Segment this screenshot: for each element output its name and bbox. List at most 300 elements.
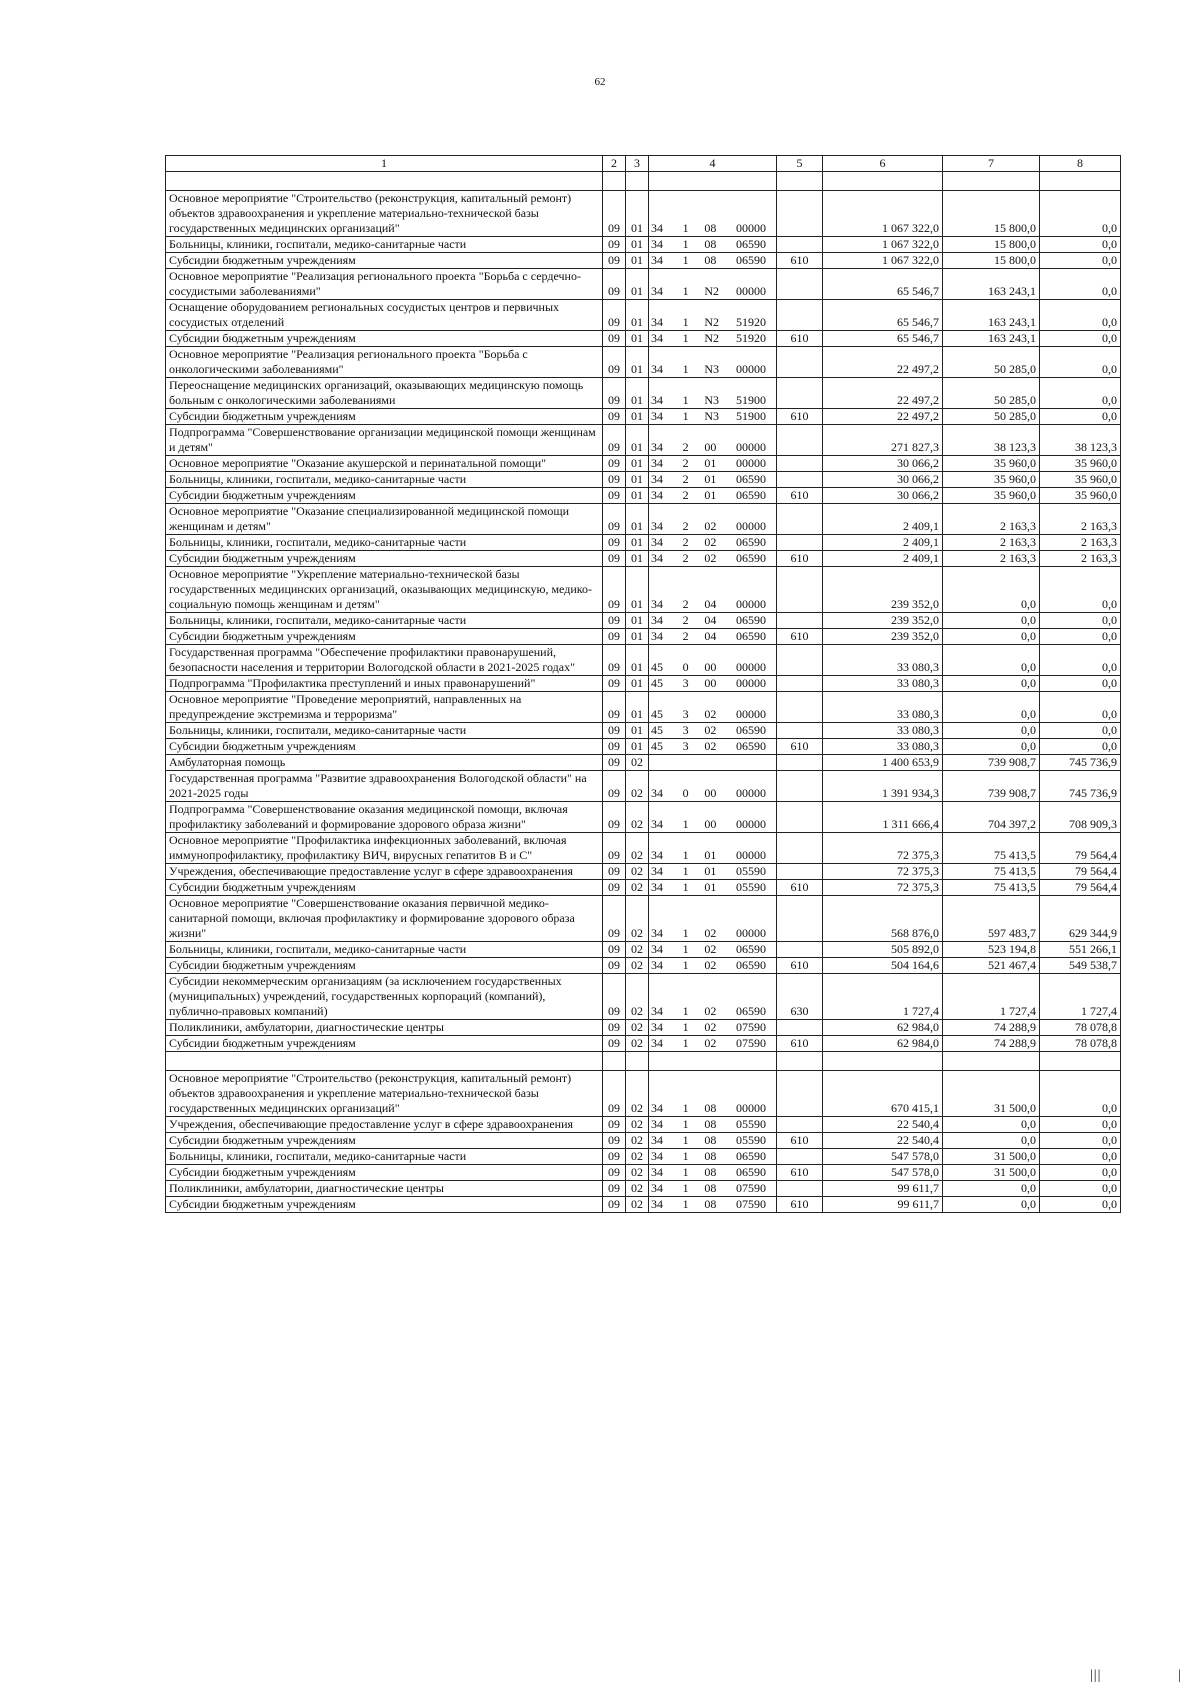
row-name: Поликлиники, амбулатории, диагностические центры: [166, 1181, 603, 1197]
row-section-code: 09: [603, 191, 626, 237]
row-expense-type: [777, 472, 823, 488]
row-subsection-code: 01: [626, 629, 649, 645]
row-section-code: 09: [603, 613, 626, 629]
row-target-article: [649, 771, 777, 802]
target-article-part: 02: [704, 1036, 717, 1050]
row-subsection-code: 02: [626, 958, 649, 974]
target-article-part: 34: [651, 393, 663, 407]
target-article-part: 1: [682, 880, 689, 894]
row-amount-2022: 523 194,8: [943, 942, 1040, 958]
row-amount-2022: 739 908,7: [943, 771, 1040, 802]
target-article-part: 04: [704, 613, 717, 627]
row-expense-type: [777, 378, 823, 409]
row-amount-2023: 0,0: [1040, 253, 1121, 269]
row-amount-2022: 739 908,7: [943, 755, 1040, 771]
target-article-part: 08: [704, 1117, 717, 1131]
row-name: Субсидии бюджетным учреждениям: [166, 1165, 603, 1181]
target-article-part: 1: [682, 942, 689, 956]
row-name: Учреждения, обеспечивающие предоставление услуг в сфере здравоохранения: [166, 864, 603, 880]
target-article-part: 05590: [735, 864, 766, 878]
row-expense-type: 610: [777, 409, 823, 425]
target-article-part: 08: [704, 1101, 717, 1115]
target-article-part: 51920: [735, 331, 766, 345]
row-name: Субсидии бюджетным учреждениям: [166, 551, 603, 567]
row-section-code: 09: [603, 1165, 626, 1181]
row-section-code: 09: [603, 629, 626, 645]
table-row: [166, 629, 1121, 645]
target-article-part: 34: [651, 1101, 663, 1115]
row-name: Больницы, клиники, госпитали, медико-санитарные части: [166, 1149, 603, 1165]
row-subsection-code: 02: [626, 1036, 649, 1052]
row-amount-2021: 547 578,0: [823, 1165, 943, 1181]
table-row: [166, 1117, 1121, 1133]
target-article-code: [651, 1165, 774, 1180]
row-name: Больницы, клиники, госпитали, медико-санитарные части: [166, 472, 603, 488]
row-amount-2022: 31 500,0: [943, 1165, 1040, 1181]
target-article-part: 34: [651, 362, 663, 376]
row-name: Субсидии бюджетным учреждениям: [166, 880, 603, 896]
spacer-cell: [603, 172, 626, 191]
target-article-part: 1: [682, 362, 689, 376]
row-amount-2022: 521 467,4: [943, 958, 1040, 974]
row-amount-2023: 35 960,0: [1040, 456, 1121, 472]
row-amount-2022: 75 413,5: [943, 864, 1040, 880]
target-article-code: [651, 284, 774, 299]
target-article-code: [651, 942, 774, 957]
target-article-part: 1: [682, 1197, 689, 1211]
row-section-code: 09: [603, 347, 626, 378]
row-target-article: [649, 378, 777, 409]
target-article-part: 05590: [735, 1117, 766, 1131]
target-article-part: 45: [651, 707, 663, 721]
target-article-code: [651, 1004, 774, 1019]
row-name: Основное мероприятие "Оказание акушерской и перинатальной помощи": [166, 456, 603, 472]
target-article-part: 3: [682, 739, 689, 753]
row-amount-2023: 551 266,1: [1040, 942, 1121, 958]
table-row: [166, 974, 1121, 1020]
row-expense-type: [777, 535, 823, 551]
target-article-part: 34: [651, 926, 663, 940]
target-article-code: [651, 472, 774, 487]
row-amount-2023: 745 736,9: [1040, 771, 1121, 802]
target-article-part: 3: [682, 707, 689, 721]
table-row: [166, 1020, 1121, 1036]
target-article-part: 34: [651, 221, 663, 235]
row-target-article: [649, 629, 777, 645]
target-article-part: 07590: [735, 1197, 766, 1211]
target-article-part: 06590: [735, 237, 766, 251]
target-article-part: 34: [651, 880, 663, 894]
table-body: [166, 172, 1121, 1213]
spacer-row: [166, 172, 1121, 191]
row-name: Субсидии бюджетным учреждениям: [166, 488, 603, 504]
target-article-part: 08: [704, 1133, 717, 1147]
row-section-code: 09: [603, 645, 626, 676]
target-article-code: [651, 864, 774, 879]
row-amount-2021: 22 540,4: [823, 1133, 943, 1149]
row-subsection-code: 01: [626, 456, 649, 472]
row-name: Основное мероприятие "Совершенствование оказания первичной медико-санитарной помощи, включая профилактику и формирование здорового образа жизни": [166, 896, 603, 942]
row-amount-2021: 504 164,6: [823, 958, 943, 974]
target-article-part: 34: [651, 848, 663, 862]
row-target-article: [649, 504, 777, 535]
row-section-code: 09: [603, 1020, 626, 1036]
table-row: [166, 802, 1121, 833]
target-article-part: 00000: [735, 597, 766, 611]
row-name: Подпрограмма "Совершенствование оказания медицинской помощи, включая профилактику заболеваний и формирование здорового образа жизни": [166, 802, 603, 833]
row-section-code: 09: [603, 739, 626, 755]
row-expense-type: [777, 1181, 823, 1197]
row-subsection-code: 01: [626, 676, 649, 692]
target-article-part: 00000: [735, 519, 766, 533]
header-col-3: 3: [626, 156, 649, 172]
row-subsection-code: 01: [626, 472, 649, 488]
target-article-code: [651, 315, 774, 330]
row-amount-2023: 0,0: [1040, 692, 1121, 723]
row-section-code: 09: [603, 331, 626, 347]
table-row: [166, 692, 1121, 723]
target-article-code: [651, 237, 774, 252]
row-amount-2022: 15 800,0: [943, 191, 1040, 237]
row-subsection-code: 02: [626, 974, 649, 1020]
table-row: [166, 472, 1121, 488]
target-article-part: 34: [651, 1197, 663, 1211]
row-target-article: [649, 880, 777, 896]
row-section-code: 09: [603, 1181, 626, 1197]
row-name: Субсидии бюджетным учреждениям: [166, 253, 603, 269]
row-section-code: 09: [603, 802, 626, 833]
target-article-code: [651, 393, 774, 408]
target-article-code: [651, 660, 774, 675]
header-col-8: 8: [1040, 156, 1121, 172]
row-section-code: 09: [603, 1071, 626, 1117]
table-row: [166, 347, 1121, 378]
row-amount-2021: 670 415,1: [823, 1071, 943, 1117]
target-article-code: [651, 519, 774, 534]
target-article-part: 00000: [735, 786, 766, 800]
row-amount-2022: 31 500,0: [943, 1071, 1040, 1117]
target-article-part: 3: [682, 676, 689, 690]
target-article-part: 02: [704, 942, 717, 956]
target-article-code: [651, 958, 774, 973]
table-row: [166, 1036, 1121, 1052]
target-article-part: 1: [682, 1020, 689, 1034]
target-article-code: [651, 409, 774, 424]
target-article-part: 2: [682, 597, 689, 611]
target-article-part: N2: [704, 331, 719, 345]
row-name: Больницы, клиники, госпитали, медико-санитарные части: [166, 613, 603, 629]
target-article-part: 00000: [735, 440, 766, 454]
row-subsection-code: 02: [626, 942, 649, 958]
row-name: Больницы, клиники, госпитали, медико-санитарные части: [166, 942, 603, 958]
target-article-part: 2: [682, 440, 689, 454]
target-article-part: 34: [651, 1181, 663, 1195]
scan-marks: |||: [1090, 1668, 1102, 1683]
spacer-cell: [603, 1052, 626, 1071]
row-amount-2023: 0,0: [1040, 1071, 1121, 1117]
target-article-code: [651, 1101, 774, 1116]
target-article-part: 34: [651, 488, 663, 502]
target-article-part: 06590: [735, 488, 766, 502]
target-article-part: 1: [682, 331, 689, 345]
target-article-part: 07590: [735, 1036, 766, 1050]
row-amount-2023: 0,0: [1040, 1149, 1121, 1165]
row-amount-2023: 0,0: [1040, 613, 1121, 629]
row-target-article: [649, 974, 777, 1020]
row-amount-2021: 2 409,1: [823, 504, 943, 535]
row-expense-type: [777, 676, 823, 692]
target-article-part: 1: [682, 1036, 689, 1050]
row-expense-type: 610: [777, 1133, 823, 1149]
row-amount-2023: 0,0: [1040, 676, 1121, 692]
row-target-article: [649, 409, 777, 425]
table-row: [166, 739, 1121, 755]
target-article-part: 08: [704, 1165, 717, 1179]
target-article-part: 00: [704, 660, 717, 674]
row-target-article: [649, 456, 777, 472]
row-expense-type: [777, 456, 823, 472]
target-article-code: [651, 253, 774, 268]
row-section-code: 09: [603, 958, 626, 974]
row-amount-2021: 33 080,3: [823, 645, 943, 676]
row-section-code: 09: [603, 880, 626, 896]
row-amount-2021: 2 409,1: [823, 551, 943, 567]
row-expense-type: 610: [777, 1197, 823, 1213]
row-name: Больницы, клиники, госпитали, медико-санитарные части: [166, 237, 603, 253]
table-row: [166, 191, 1121, 237]
row-amount-2022: 163 243,1: [943, 331, 1040, 347]
row-subsection-code: 02: [626, 1197, 649, 1213]
table-row: [166, 237, 1121, 253]
table-row: [166, 253, 1121, 269]
row-amount-2022: 15 800,0: [943, 237, 1040, 253]
row-amount-2021: 33 080,3: [823, 676, 943, 692]
row-amount-2023: 0,0: [1040, 1117, 1121, 1133]
row-name: Основное мероприятие "Профилактика инфекционных заболеваний, включая иммунопрофилактику, профилактику ВИЧ, вирусных гепатитов В и С": [166, 833, 603, 864]
table-row: [166, 535, 1121, 551]
target-article-part: 34: [651, 1020, 663, 1034]
target-article-part: 1: [682, 1101, 689, 1115]
row-target-article: [649, 551, 777, 567]
target-article-part: 1: [682, 237, 689, 251]
row-amount-2023: 79 564,4: [1040, 833, 1121, 864]
row-section-code: 09: [603, 567, 626, 613]
target-article-part: 45: [651, 676, 663, 690]
row-target-article: [649, 739, 777, 755]
target-article-part: 02: [704, 535, 717, 549]
row-target-article: [649, 864, 777, 880]
row-amount-2021: 62 984,0: [823, 1036, 943, 1052]
row-amount-2023: 745 736,9: [1040, 755, 1121, 771]
row-expense-type: 610: [777, 880, 823, 896]
target-article-part: 3: [682, 723, 689, 737]
row-subsection-code: 02: [626, 755, 649, 771]
target-article-part: 34: [651, 1133, 663, 1147]
target-article-part: 02: [704, 707, 717, 721]
target-article-code: [651, 1117, 774, 1132]
row-expense-type: 610: [777, 551, 823, 567]
table-row: [166, 269, 1121, 300]
target-article-code: [651, 629, 774, 644]
row-amount-2021: 72 375,3: [823, 833, 943, 864]
target-article-part: 2: [682, 519, 689, 533]
row-target-article: [649, 488, 777, 504]
header-col-5: 5: [777, 156, 823, 172]
row-amount-2021: 65 546,7: [823, 269, 943, 300]
row-amount-2021: 33 080,3: [823, 739, 943, 755]
row-amount-2021: 65 546,7: [823, 300, 943, 331]
row-amount-2023: 0,0: [1040, 1165, 1121, 1181]
row-expense-type: [777, 567, 823, 613]
target-article-part: 01: [704, 472, 717, 486]
row-name: Больницы, клиники, госпитали, медико-санитарные части: [166, 535, 603, 551]
row-amount-2022: 2 163,3: [943, 504, 1040, 535]
row-subsection-code: 01: [626, 535, 649, 551]
row-section-code: 09: [603, 237, 626, 253]
target-article-part: 06590: [735, 958, 766, 972]
row-subsection-code: 02: [626, 1133, 649, 1149]
row-target-article: [649, 1020, 777, 1036]
row-section-code: 09: [603, 1149, 626, 1165]
row-subsection-code: 01: [626, 409, 649, 425]
row-expense-type: [777, 692, 823, 723]
target-article-part: 34: [651, 1004, 663, 1018]
table-row: [166, 409, 1121, 425]
target-article-part: 08: [704, 237, 717, 251]
row-amount-2022: 74 288,9: [943, 1036, 1040, 1052]
row-target-article: [649, 347, 777, 378]
row-subsection-code: 02: [626, 880, 649, 896]
row-expense-type: [777, 347, 823, 378]
target-article-part: 02: [704, 519, 717, 533]
row-amount-2023: 1 727,4: [1040, 974, 1121, 1020]
target-article-code: [651, 597, 774, 612]
target-article-part: 34: [651, 597, 663, 611]
row-subsection-code: 01: [626, 551, 649, 567]
row-amount-2021: 72 375,3: [823, 880, 943, 896]
target-article-part: 06590: [735, 613, 766, 627]
target-article-part: 1: [682, 409, 689, 423]
table-row: [166, 942, 1121, 958]
row-section-code: 09: [603, 1197, 626, 1213]
header-col-7: 7: [943, 156, 1040, 172]
row-name: Субсидии бюджетным учреждениям: [166, 629, 603, 645]
page-number: 62: [594, 76, 606, 88]
table-row: [166, 896, 1121, 942]
row-amount-2023: 35 960,0: [1040, 488, 1121, 504]
row-target-article: [649, 331, 777, 347]
row-section-code: 09: [603, 864, 626, 880]
target-article-part: 00: [704, 817, 717, 831]
row-amount-2021: 22 497,2: [823, 378, 943, 409]
row-expense-type: 610: [777, 958, 823, 974]
target-article-part: 2: [682, 488, 689, 502]
row-section-code: 09: [603, 1133, 626, 1149]
target-article-part: 00000: [735, 221, 766, 235]
target-article-part: 1: [682, 1004, 689, 1018]
row-subsection-code: 02: [626, 1165, 649, 1181]
target-article-part: 07590: [735, 1181, 766, 1195]
row-subsection-code: 02: [626, 1181, 649, 1197]
row-target-article: [649, 425, 777, 456]
target-article-code: [651, 535, 774, 550]
row-name: Субсидии бюджетным учреждениям: [166, 739, 603, 755]
row-amount-2021: 1 067 322,0: [823, 237, 943, 253]
spacer-cell: [943, 172, 1040, 191]
row-target-article: [649, 613, 777, 629]
row-name: Субсидии бюджетным учреждениям: [166, 1197, 603, 1213]
row-target-article: [649, 1117, 777, 1133]
target-article-part: 08: [704, 1149, 717, 1163]
target-article-part: 06590: [735, 551, 766, 565]
row-name: Оснащение оборудованием региональных сосудистых центров и первичных сосудистых отделений: [166, 300, 603, 331]
row-target-article: [649, 1165, 777, 1181]
target-article-part: 45: [651, 660, 663, 674]
row-target-article: [649, 237, 777, 253]
row-subsection-code: 01: [626, 331, 649, 347]
row-name: Государственная программа "Обеспечение профилактики правонарушений, безопасности населения и территории Вологодской области в 2021-2025 годах": [166, 645, 603, 676]
row-amount-2023: 79 564,4: [1040, 864, 1121, 880]
spacer-cell: [943, 1052, 1040, 1071]
row-section-code: 09: [603, 472, 626, 488]
target-article-part: 0: [682, 786, 689, 800]
target-article-part: 06590: [735, 253, 766, 267]
target-article-part: 00000: [735, 676, 766, 690]
target-article-code: [651, 848, 774, 863]
row-amount-2023: 0,0: [1040, 269, 1121, 300]
row-amount-2021: 22 540,4: [823, 1117, 943, 1133]
row-name: Основное мероприятие "Строительство (реконструкция, капитальный ремонт) объектов здравоохранения и укрепление материально-технической базы государственных медицинских организаций": [166, 191, 603, 237]
row-section-code: 09: [603, 253, 626, 269]
row-subsection-code: 01: [626, 504, 649, 535]
table-row: [166, 613, 1121, 629]
table-row: [166, 456, 1121, 472]
row-expense-type: [777, 504, 823, 535]
row-amount-2021: 271 827,3: [823, 425, 943, 456]
row-section-code: 09: [603, 456, 626, 472]
target-article-part: 34: [651, 535, 663, 549]
target-article-part: 34: [651, 864, 663, 878]
row-amount-2021: 30 066,2: [823, 472, 943, 488]
row-target-article: [649, 300, 777, 331]
target-article-part: 00000: [735, 660, 766, 674]
row-subsection-code: 02: [626, 1117, 649, 1133]
row-subsection-code: 02: [626, 864, 649, 880]
target-article-code: [651, 723, 774, 738]
row-subsection-code: 01: [626, 488, 649, 504]
row-expense-type: [777, 425, 823, 456]
target-article-part: 1: [682, 221, 689, 235]
row-section-code: 09: [603, 771, 626, 802]
table-row: [166, 771, 1121, 802]
target-article-code: [651, 1036, 774, 1051]
row-subsection-code: 01: [626, 645, 649, 676]
table-row: [166, 645, 1121, 676]
header-col-2: 2: [603, 156, 626, 172]
target-article-part: 0: [682, 660, 689, 674]
row-expense-type: [777, 269, 823, 300]
target-article-part: 34: [651, 613, 663, 627]
row-target-article: [649, 833, 777, 864]
row-amount-2023: 0,0: [1040, 645, 1121, 676]
row-amount-2023: 35 960,0: [1040, 472, 1121, 488]
target-article-part: 06590: [735, 535, 766, 549]
row-amount-2022: 0,0: [943, 645, 1040, 676]
row-amount-2021: 99 611,7: [823, 1181, 943, 1197]
row-amount-2022: 0,0: [943, 1181, 1040, 1197]
target-article-code: [651, 1020, 774, 1035]
target-article-part: 34: [651, 284, 663, 298]
